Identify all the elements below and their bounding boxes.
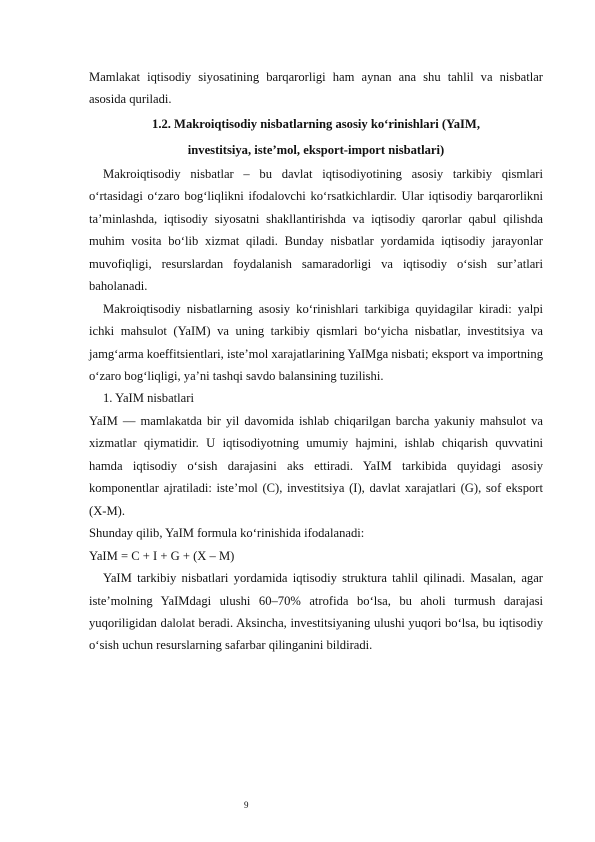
page-number: 9	[244, 800, 249, 810]
gdp-formula: YaIM = C + I + G + (X – M)	[89, 548, 235, 563]
paragraph-definition: Makroiqtisodiy nisbatlar – bu davlat iqtisodiyotining asosiy tarkibiy qismlari o‘rtasidagi o‘zaro bog‘liqlikni ifodalovchi ko‘rsatkichlardir. Ular iqtisodiy barqarorlikni ta’minlashda, iqtisodiy siyosatni shakllantirishda va iqtisodiy qarorlar qabul qilishda muhim vosita bo‘lib xizmat qiladi. Bunday nisbatlar yordamida iqtisodiy jarayonlar muvofiqligi, resurslardan foydalanish samaradorligi va iqtisodiy o‘sish sur’atlari baholanadi.	[89, 166, 543, 294]
paragraph-gdp-definition: YaIM — mamlakatda bir yil davomida ishlab chiqarilgan barcha yakuniy mahsulot va xizmatlar qiymatidir. U iqtisodiyotning umumiy hajmini, ishlab chiqarish quvvatini hamda iqtisodiy o‘sish darajasini aks ettiradi. YaIM tarkibida quyidagi asosiy komponentlar ajratiladi: iste’mol (C), investitsiya (I), davlat xarajatlari (G), sof eksport (X-M).	[89, 413, 543, 518]
document-page	[89, 66, 543, 657]
paragraph-formula-intro: Shunday qilib, YaIM formula ko‘rinishida ifodalanadi:	[89, 526, 365, 541]
paragraph-structure-analysis: YaIM tarkibiy nisbatlari yordamida iqtisodiy struktura tahlil qilinadi. Masalan, agar iste’molning YaIMdagi ulushi 60–70% atrofida bo‘lsa, bu aholi turmush darajasi yuqoriligidan dalolat beradi. Aksincha, investitsiyaning ulushi yuqori bo‘lsa, bu iqtisodiy o‘sish uchun resurslarning safarbar qilinganini bildiradi.	[89, 571, 543, 653]
section-heading-line-1: 1.2. Makroiqtisodiy nisbatlarning asosiy ko‘rinishlari (YaIM,	[152, 116, 480, 131]
list-item-gdp-ratios: 1. YaIM nisbatlari	[103, 391, 194, 406]
section-heading-line-2: investitsiya, iste’mol, eksport-import nisbatlari)	[187, 142, 445, 157]
paragraph-components: Makroiqtisodiy nisbatlarning asosiy ko‘rinishlari tarkibiga quyidagilar kiradi: yalpi ichki mahsulot (YaIM) va uning tarkibiy qismlari bo‘yicha nisbatlar, investitsiya va jamg‘arma koeffitsientlari, iste’mol xarajatlarining YaIMga nisbati; eksport va importning o‘zaro bog‘liqligi, ya’ni tashqi savdo balansining tuzilishi.	[89, 301, 543, 383]
intro-paragraph: Mamlakat iqtisodiy siyosatining barqarorligi ham aynan ana shu tahlil va nisbatlar asosida quriladi.	[89, 70, 543, 107]
section-heading	[89, 111, 543, 163]
